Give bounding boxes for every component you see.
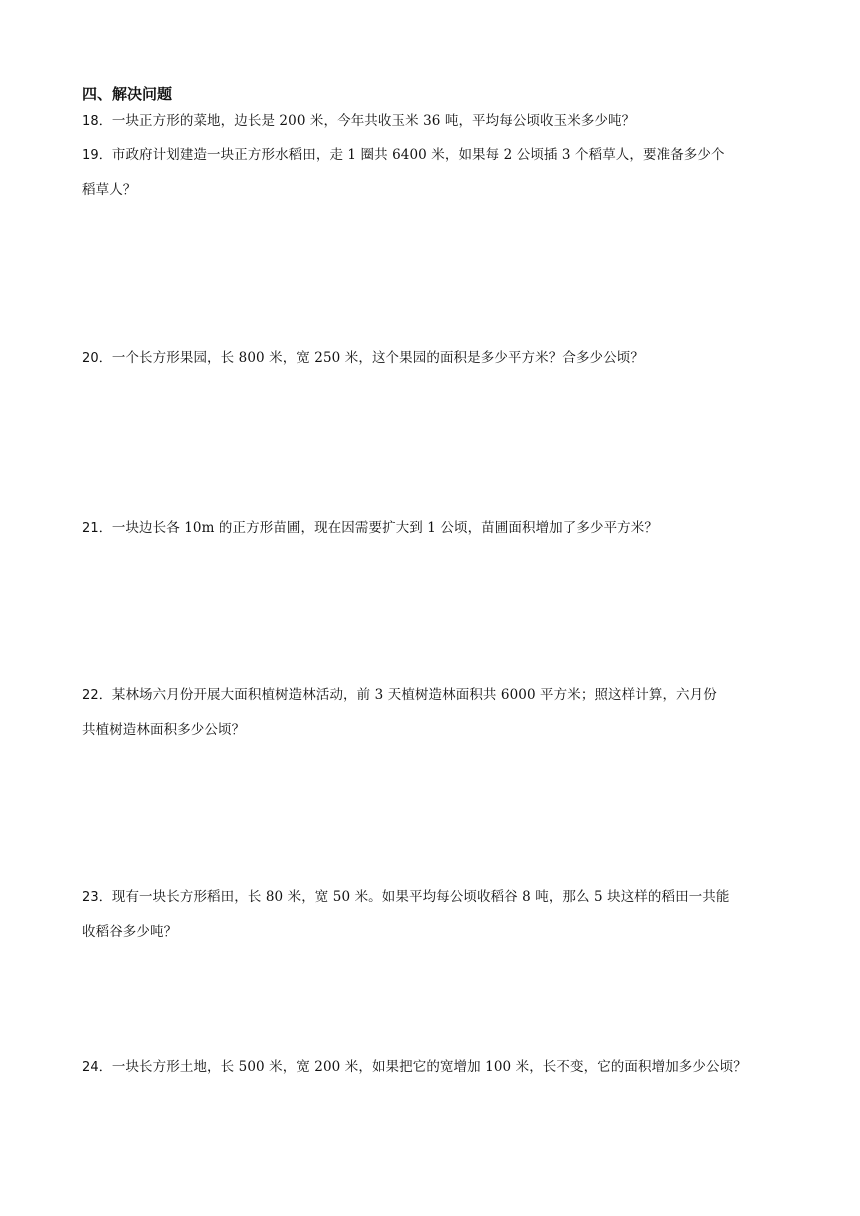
question-23 [82,880,812,950]
question-19-line-2: 稻草人？ [82,182,137,198]
question-19 [82,138,812,208]
question-18 [82,104,812,139]
question-22 [82,678,812,748]
question-text: 某林场六月份开展大面积植树造林活动，前 3 天植树造林面积共 6000 平方米；照这样计算，六月份 [111,687,717,703]
question-21-line-1 [82,511,812,546]
question-number: 24． [82,1060,112,1075]
question-20-line-1 [82,341,812,376]
question-number: 18． [82,114,112,129]
question-text: 现有一块长方形稻田，长 80 米，宽 50 米。如果平均每公顷收稻谷 8 吨，那么 5 块这样的稻田一共能 [111,889,730,905]
question-22-line-2: 共植树造林面积多少公顷？ [82,722,246,738]
question-text: 一块正方形的菜地，边长是 200 米，今年共收玉米 36 吨，平均每公顷收玉米多少吨？ [111,113,636,129]
question-number: 19． [82,148,112,163]
question-24-line-1 [82,1050,812,1085]
question-text: 一块边长各 10m 的正方形苗圃，现在因需要扩大到 1 公顷，苗圃面积增加了多少平方米？ [111,520,658,536]
question-23-line-1 [82,880,812,915]
question-19-line-1 [82,138,812,173]
section-title: 四、解决问题 [82,85,173,103]
question-22-line-1 [82,678,812,713]
question-number: 23． [82,890,112,905]
question-text: 一块长方形土地，长 500 米，宽 200 米，如果把它的宽增加 100 米，长不变，它的面积增加多少公顷？ [111,1059,747,1075]
question-number: 21． [82,521,112,536]
question-20 [82,341,812,376]
question-18-line-1 [82,104,812,139]
question-number: 20． [82,351,112,366]
question-text: 市政府计划建造一块正方形水稻田，走 1 圈共 6400 米，如果每 2 公顷插 3 个稻草人，要准备多少个 [111,147,725,163]
question-number: 22． [82,688,112,703]
question-text: 一个长方形果园，长 800 米，宽 250 米，这个果园的面积是多少平方米？合多少公顷？ [111,350,644,366]
question-21 [82,511,812,546]
question-24 [82,1050,812,1085]
question-23-line-2: 收稻谷多少吨？ [82,924,178,940]
